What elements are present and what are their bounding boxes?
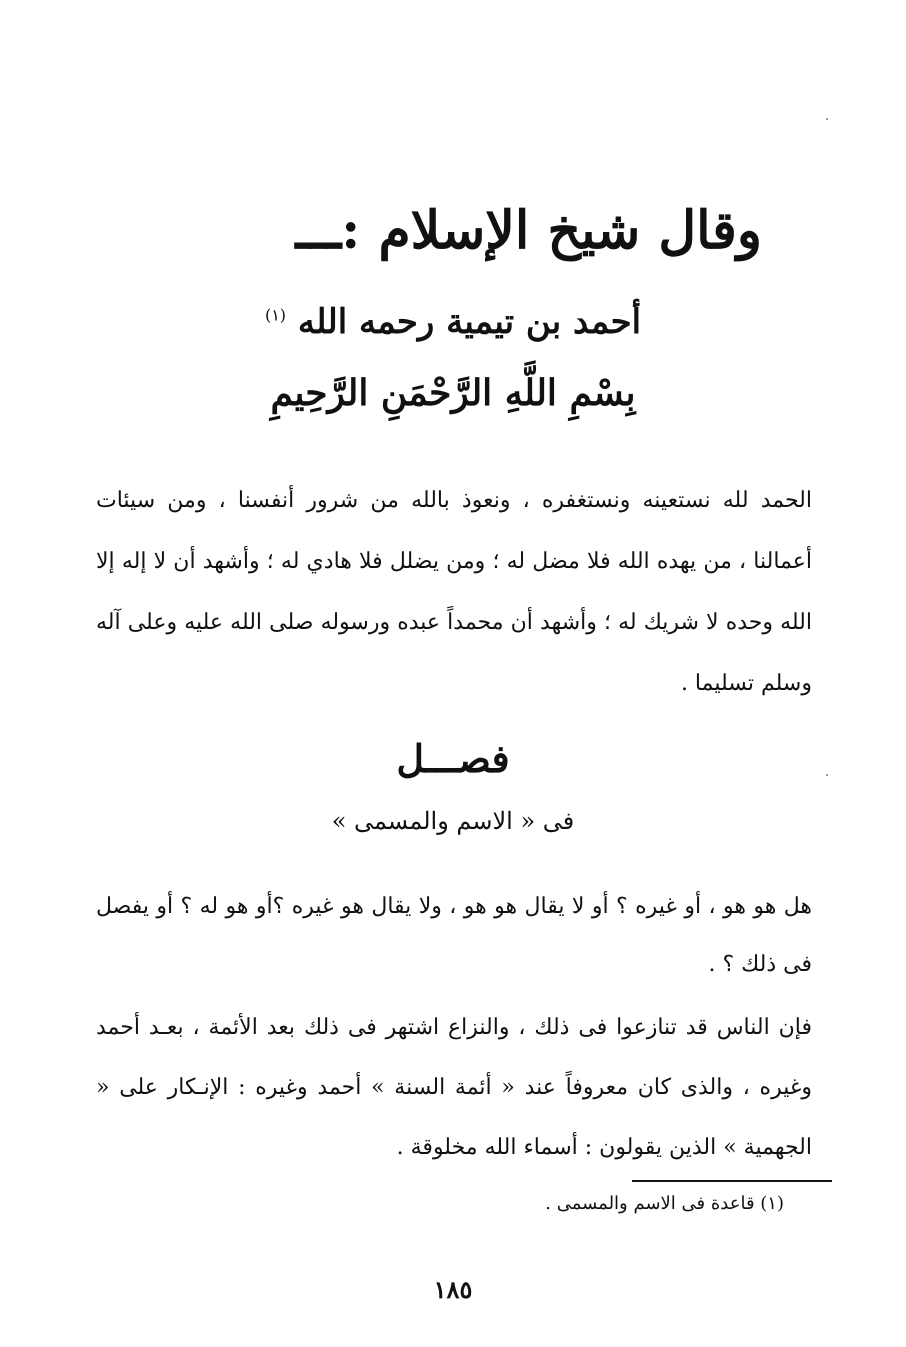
section-title: فصـــل bbox=[396, 736, 510, 781]
main-heading: وقال شيخ الإسلام :ـــ bbox=[295, 200, 762, 261]
section-subtitle: فى « الاسم والمسمى » bbox=[331, 807, 575, 835]
footnote-marker: (١) bbox=[264, 305, 287, 325]
page-number: ١٨٥ bbox=[433, 1275, 473, 1304]
basmala: بِسْمِ اللَّهِ الرَّحْمَنِ الرَّحِيمِ bbox=[270, 372, 636, 414]
question-paragraph: هل هو هو ، أو غيره ؟ أو لا يقال هو هو ، ولا يقال هو غيره ؟أو هو له ؟ أو يفصل فى ذلك ؟ . bbox=[96, 894, 812, 977]
author-heading bbox=[0, 302, 906, 343]
dispute-paragraph: فإن الناس قد تنازعوا فى ذلك ، والنزاع اشتهر فى ذلك بعد الأئمة ، بعـد أحمد وغيره ، والذى كان معروفاً عند « أئمة السنة » أحمد وغيره : الإنـكار على « الجهمية » الذين يقولون : أسماء الله مخلوقة . bbox=[96, 1015, 812, 1160]
author-name: أحمد بن تيمية رحمه الله bbox=[297, 302, 642, 342]
footnote-divider bbox=[632, 1180, 832, 1182]
footnote: (١) قاعدة فى الاسم والمسمى . bbox=[545, 1193, 784, 1214]
intro-paragraph: الحمد لله نستعينه ونستغفره ، ونعوذ بالله من شرور أنفسنا ، ومن سيئات أعمالنا ، من يهده الله فلا مضل له ؛ ومن يضلل فلا هادي له ؛ وأشهد أن لا إله إلا الله وحده لا شريك له ؛ وأشهد أن محمداً عبده ورسوله صلى الله عليه وعلى آله وسلم تسليما . bbox=[96, 488, 812, 696]
scan-speck bbox=[826, 118, 828, 120]
scan-speck bbox=[826, 774, 828, 776]
